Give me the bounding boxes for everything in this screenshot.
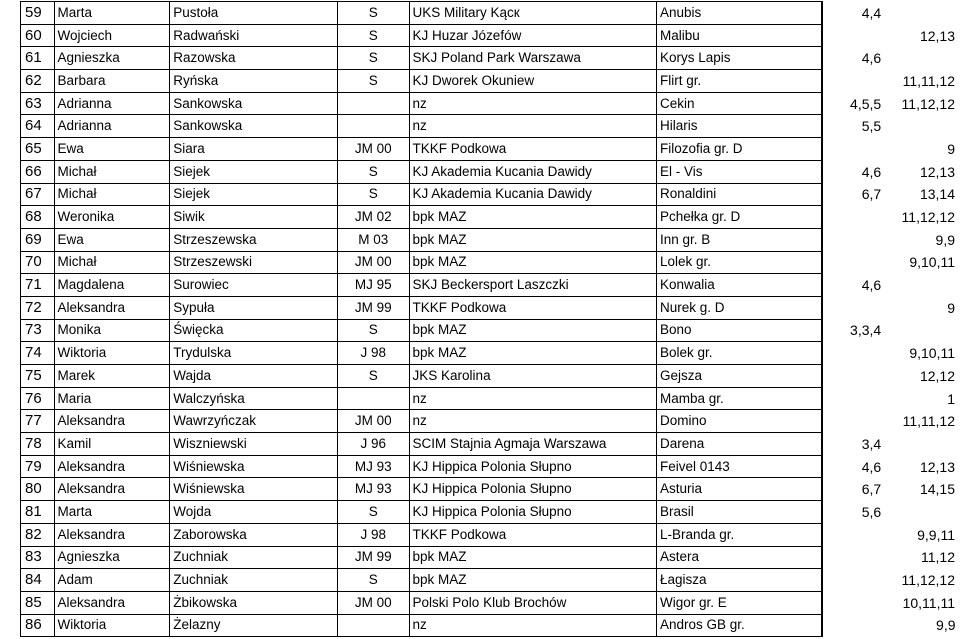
row-number-cell: 70 (21, 251, 55, 274)
row-number-cell: 73 (21, 319, 55, 342)
first-name-cell: Aleksandra (54, 591, 170, 614)
row-number-cell: 78 (21, 433, 55, 456)
table-row (21, 24, 960, 47)
club-name-cell: UKS Military Kącк (409, 2, 656, 25)
last-name-cell: Ryńska (170, 70, 338, 93)
row-number-cell: 85 (21, 591, 55, 614)
first-name-cell: Adam (54, 569, 170, 592)
class-code-cell: MJ 95 (338, 274, 409, 297)
first-name-cell: Adrianna (54, 115, 170, 138)
row-number-cell: 72 (21, 296, 55, 319)
class-code-cell: S (338, 501, 409, 524)
class-code-cell: JM 99 (338, 546, 409, 569)
club-name-cell: KJ Hippica Polonia Słupno (409, 501, 656, 524)
class-code-cell (338, 387, 409, 410)
score-b-cell: 9,9 (935, 231, 955, 248)
first-name-cell: Aleksandra (54, 410, 170, 433)
score-b-cell: 14,15 (919, 481, 955, 498)
score-a-cell (822, 387, 885, 410)
table-row (21, 478, 960, 501)
table-row (21, 501, 960, 524)
last-name-cell: Wiśniewska (170, 478, 338, 501)
club-name-cell: nz (409, 410, 656, 433)
score-a-cell (822, 523, 885, 546)
first-name-cell: Aleksandra (54, 478, 170, 501)
first-name-cell: Michał (54, 183, 170, 206)
first-name-cell: Maria (54, 387, 170, 410)
horse-name-cell: Hilaris (656, 115, 822, 138)
score-b-cell: 11,11,12 (902, 413, 955, 430)
horse-name-cell: Cekin (656, 92, 822, 115)
row-number-cell: 83 (21, 546, 55, 569)
table-row (21, 2, 960, 25)
score-b-cell (885, 2, 959, 25)
horse-name-cell: Anubis (656, 2, 822, 25)
first-name-cell: Michał (54, 251, 170, 274)
club-name-cell: bpk MAZ (409, 546, 656, 569)
first-name-cell: Aleksandra (54, 523, 170, 546)
first-name-cell: Weronika (54, 206, 170, 229)
last-name-cell: Wojda (170, 501, 338, 524)
table-row (21, 365, 960, 388)
score-a-cell: 4,6 (822, 274, 885, 297)
class-code-cell: S (338, 70, 409, 93)
class-code-cell: JM 00 (338, 591, 409, 614)
score-a-cell: 3,4 (822, 433, 885, 456)
score-a-cell: 4,6 (822, 47, 885, 70)
score-b-cell: 11,11,12 (902, 72, 955, 89)
score-a-cell (822, 138, 885, 161)
first-name-cell: Marta (54, 2, 170, 25)
last-name-cell: Żelazny (170, 614, 338, 637)
row-number-cell: 81 (21, 501, 55, 524)
table-row (21, 228, 960, 251)
score-a-cell (822, 546, 885, 569)
horse-name-cell: Łagisza (656, 569, 822, 592)
club-name-cell: bpk MAZ (409, 228, 656, 251)
score-a-cell (822, 365, 885, 388)
class-code-cell: J 96 (338, 433, 409, 456)
class-code-cell: S (338, 160, 409, 183)
class-code-cell: S (338, 24, 409, 47)
class-code-cell: MJ 93 (338, 478, 409, 501)
row-number-cell: 74 (21, 342, 55, 365)
horse-name-cell: Filozofia gr. D (656, 138, 822, 161)
horse-name-cell: Korys Lapis (656, 47, 822, 70)
class-code-cell: S (338, 569, 409, 592)
score-b-cell: 11,12,12 (901, 95, 955, 112)
table-row (21, 296, 960, 319)
last-name-cell: Święcka (170, 319, 338, 342)
club-name-cell: bpk MAZ (409, 569, 656, 592)
class-code-cell: S (338, 319, 409, 342)
class-code-cell: S (338, 47, 409, 70)
score-a-cell (822, 70, 885, 93)
first-name-cell: Ewa (54, 228, 170, 251)
score-a-cell (822, 24, 885, 47)
first-name-cell: Marta (54, 501, 170, 524)
club-name-cell: Polski Polo Klub Brochów (409, 591, 656, 614)
table-row (21, 47, 960, 70)
row-number-cell: 82 (21, 523, 55, 546)
row-number-cell: 62 (21, 70, 55, 93)
club-name-cell: TKKF Podkowa (409, 523, 656, 546)
row-number-cell: 77 (21, 410, 55, 433)
table-row (21, 92, 960, 115)
class-code-cell: JM 00 (338, 410, 409, 433)
class-code-cell: JM 02 (338, 206, 409, 229)
horse-name-cell: Domino (656, 410, 822, 433)
class-code-cell (338, 614, 409, 637)
row-number-cell: 69 (21, 228, 55, 251)
club-name-cell: KJ Huzar Józefów (409, 24, 656, 47)
club-name-cell: KJ Hippica Polonia Słupno (409, 455, 656, 478)
last-name-cell: Radwański (170, 24, 338, 47)
score-a-cell (822, 591, 885, 614)
row-number-cell: 67 (21, 183, 55, 206)
last-name-cell: Wajda (170, 365, 338, 388)
score-b-cell (885, 319, 959, 342)
entries-body (21, 2, 960, 637)
table-row (21, 274, 960, 297)
club-name-cell: bpk MAZ (409, 342, 656, 365)
last-name-cell: Wawrzyńczak (170, 410, 338, 433)
first-name-cell: Monika (54, 319, 170, 342)
score-a-cell: 5,6 (822, 501, 885, 524)
last-name-cell: Sankowska (170, 92, 338, 115)
row-number-cell: 64 (21, 115, 55, 138)
class-code-cell: J 98 (338, 342, 409, 365)
horse-name-cell: Pchełka gr. D (656, 206, 822, 229)
table-row (21, 319, 960, 342)
class-code-cell: M 03 (338, 228, 409, 251)
table-row (21, 455, 960, 478)
first-name-cell: Magdalena (54, 274, 170, 297)
class-code-cell (338, 115, 409, 138)
horse-name-cell: Astera (656, 546, 822, 569)
club-name-cell: nz (409, 115, 656, 138)
score-b-cell: 10,11,11 (902, 594, 955, 611)
last-name-cell: Siejek (170, 160, 338, 183)
row-number-cell: 84 (21, 569, 55, 592)
horse-name-cell: Bono (656, 319, 822, 342)
score-b-cell (885, 47, 959, 70)
table-row (21, 387, 960, 410)
table-row (21, 183, 960, 206)
score-a-cell: 6,7 (822, 183, 885, 206)
last-name-cell: Pustoła (170, 2, 338, 25)
table-row (21, 115, 960, 138)
row-number-cell: 75 (21, 365, 55, 388)
score-a-cell (822, 296, 885, 319)
row-number-cell: 68 (21, 206, 55, 229)
row-number-cell: 63 (21, 92, 55, 115)
horse-name-cell: Darena (656, 433, 822, 456)
table-row (21, 546, 960, 569)
first-name-cell: Kamil (54, 433, 170, 456)
score-b-cell: 12,13 (919, 163, 955, 180)
score-b-cell: 9 (947, 299, 955, 316)
score-b-cell: 9,9,11 (917, 526, 955, 543)
last-name-cell: Walczyńska (170, 387, 338, 410)
horse-name-cell: El - Vis (656, 160, 822, 183)
row-number-cell: 59 (21, 2, 55, 25)
row-number-cell: 86 (21, 614, 55, 637)
last-name-cell: Sankowska (170, 115, 338, 138)
table-row (21, 70, 960, 93)
row-number-cell: 60 (21, 24, 55, 47)
score-a-cell: 4,6 (822, 455, 885, 478)
row-number-cell: 65 (21, 138, 55, 161)
score-b-cell (885, 274, 959, 297)
entries-table (20, 1, 960, 637)
first-name-cell: Wiktoria (54, 614, 170, 637)
first-name-cell: Adrianna (54, 92, 170, 115)
row-number-cell: 79 (21, 455, 55, 478)
club-name-cell: JKS Karolina (409, 365, 656, 388)
club-name-cell: nz (409, 92, 656, 115)
club-name-cell: bpk MAZ (409, 206, 656, 229)
horse-name-cell: Feivel 0143 (656, 455, 822, 478)
class-code-cell: S (338, 2, 409, 25)
class-code-cell: MJ 93 (338, 455, 409, 478)
table-row (21, 591, 960, 614)
last-name-cell: Żbikowska (170, 591, 338, 614)
first-name-cell: Wiktoria (54, 342, 170, 365)
row-number-cell: 71 (21, 274, 55, 297)
table-row (21, 614, 960, 637)
score-b-cell: 12,13 (919, 27, 955, 44)
horse-name-cell: Ronaldini (656, 183, 822, 206)
horse-name-cell: Nurek g. D (656, 296, 822, 319)
table-row (21, 160, 960, 183)
score-a-cell: 4,5,5 (822, 92, 885, 115)
last-name-cell: Siwik (170, 206, 338, 229)
last-name-cell: Zuchniak (170, 546, 338, 569)
last-name-cell: Strzeszewski (170, 251, 338, 274)
last-name-cell: Wiszniewski (170, 433, 338, 456)
score-a-cell (822, 206, 885, 229)
table-row (21, 569, 960, 592)
club-name-cell: nz (409, 387, 656, 410)
last-name-cell: Razowska (170, 47, 338, 70)
horse-name-cell: Konwalia (656, 274, 822, 297)
last-name-cell: Surowiec (170, 274, 338, 297)
club-name-cell: bpk MAZ (409, 251, 656, 274)
table-row (21, 138, 960, 161)
score-b-cell: 13,14 (919, 186, 955, 203)
last-name-cell: Strzeszewska (170, 228, 338, 251)
club-name-cell: SKJ Beckersport Laszczki (409, 274, 656, 297)
club-name-cell: KJ Hippica Polonia Słupno (409, 478, 656, 501)
first-name-cell: Aleksandra (54, 455, 170, 478)
first-name-cell: Agnieszka (54, 47, 170, 70)
score-b-cell: 9 (947, 140, 955, 157)
horse-name-cell: Brasil (656, 501, 822, 524)
first-name-cell: Aleksandra (54, 296, 170, 319)
score-a-cell (822, 410, 885, 433)
score-b-cell (885, 501, 959, 524)
score-b-cell: 1 (947, 390, 955, 407)
table-row (21, 523, 960, 546)
score-a-cell: 6,7 (822, 478, 885, 501)
score-a-cell (822, 569, 885, 592)
club-name-cell: SKJ Poland Park Warszawa (409, 47, 656, 70)
score-b-cell: 12,13 (919, 458, 955, 475)
first-name-cell: Marek (54, 365, 170, 388)
class-code-cell: J 98 (338, 523, 409, 546)
row-number-cell: 61 (21, 47, 55, 70)
last-name-cell: Siejek (170, 183, 338, 206)
table-row (21, 342, 960, 365)
table-row (21, 206, 960, 229)
club-name-cell: KJ Akademia Kucania Dawidy (409, 160, 656, 183)
class-code-cell: JM 00 (338, 138, 409, 161)
class-code-cell (338, 92, 409, 115)
last-name-cell: Sypuła (170, 296, 338, 319)
club-name-cell: TKKF Podkowa (409, 138, 656, 161)
score-a-cell (822, 342, 885, 365)
horse-name-cell: Bolek gr. (656, 342, 822, 365)
last-name-cell: Zuchniak (170, 569, 338, 592)
last-name-cell: Wiśniewska (170, 455, 338, 478)
score-a-cell: 4,4 (822, 2, 885, 25)
club-name-cell: KJ Dworek Okuniew (409, 70, 656, 93)
score-a-cell (822, 251, 885, 274)
score-b-cell: 9,10,11 (909, 345, 955, 362)
score-b-cell (885, 433, 959, 456)
score-b-cell: 12,12 (919, 367, 955, 384)
club-name-cell: KJ Akademia Kucania Dawidy (409, 183, 656, 206)
horse-name-cell: Wigor gr. E (656, 591, 822, 614)
horse-name-cell: Andros GB gr. (656, 614, 822, 637)
class-code-cell: JM 99 (338, 296, 409, 319)
horse-name-cell: Asturia (656, 478, 822, 501)
first-name-cell: Ewa (54, 138, 170, 161)
horse-name-cell: Gejsza (656, 365, 822, 388)
class-code-cell: S (338, 183, 409, 206)
score-b-cell: 11,12 (921, 549, 955, 566)
score-b-cell: 9,10,11 (909, 254, 955, 271)
first-name-cell: Barbara (54, 70, 170, 93)
score-b-cell: 9,9 (936, 617, 956, 634)
row-number-cell: 66 (21, 160, 55, 183)
club-name-cell: SCIM Stajnia Agmaja Warszawa (409, 433, 656, 456)
class-code-cell: S (338, 365, 409, 388)
last-name-cell: Trydulska (170, 342, 338, 365)
first-name-cell: Agnieszka (54, 546, 170, 569)
class-code-cell: JM 00 (338, 251, 409, 274)
score-a-cell (822, 228, 885, 251)
horse-name-cell: Lolek gr. (656, 251, 822, 274)
score-a-cell: 3,3,4 (822, 319, 885, 342)
first-name-cell: Michał (54, 160, 170, 183)
table-row (21, 433, 960, 456)
row-number-cell: 76 (21, 387, 55, 410)
first-name-cell: Wojciech (54, 24, 170, 47)
club-name-cell: bpk MAZ (409, 319, 656, 342)
last-name-cell: Zaborowska (170, 523, 338, 546)
score-a-cell: 5,5 (822, 115, 885, 138)
score-b-cell (885, 115, 959, 138)
table-row (21, 410, 960, 433)
score-a-cell: 4,6 (822, 160, 885, 183)
horse-name-cell: Inn gr. B (656, 228, 822, 251)
score-b-cell: 11,12,12 (901, 209, 955, 226)
last-name-cell: Siara (170, 138, 338, 161)
horse-name-cell: Flirt gr. (656, 70, 822, 93)
horse-name-cell: L-Branda gr. (656, 523, 822, 546)
row-number-cell: 80 (21, 478, 55, 501)
club-name-cell: nz (409, 614, 656, 637)
score-b-cell: 11,12,12 (901, 572, 955, 589)
horse-name-cell: Malibu (656, 24, 822, 47)
score-a-cell (822, 614, 885, 637)
horse-name-cell: Mamba gr. (656, 387, 822, 410)
table-row (21, 251, 960, 274)
club-name-cell: TKKF Podkowa (409, 296, 656, 319)
